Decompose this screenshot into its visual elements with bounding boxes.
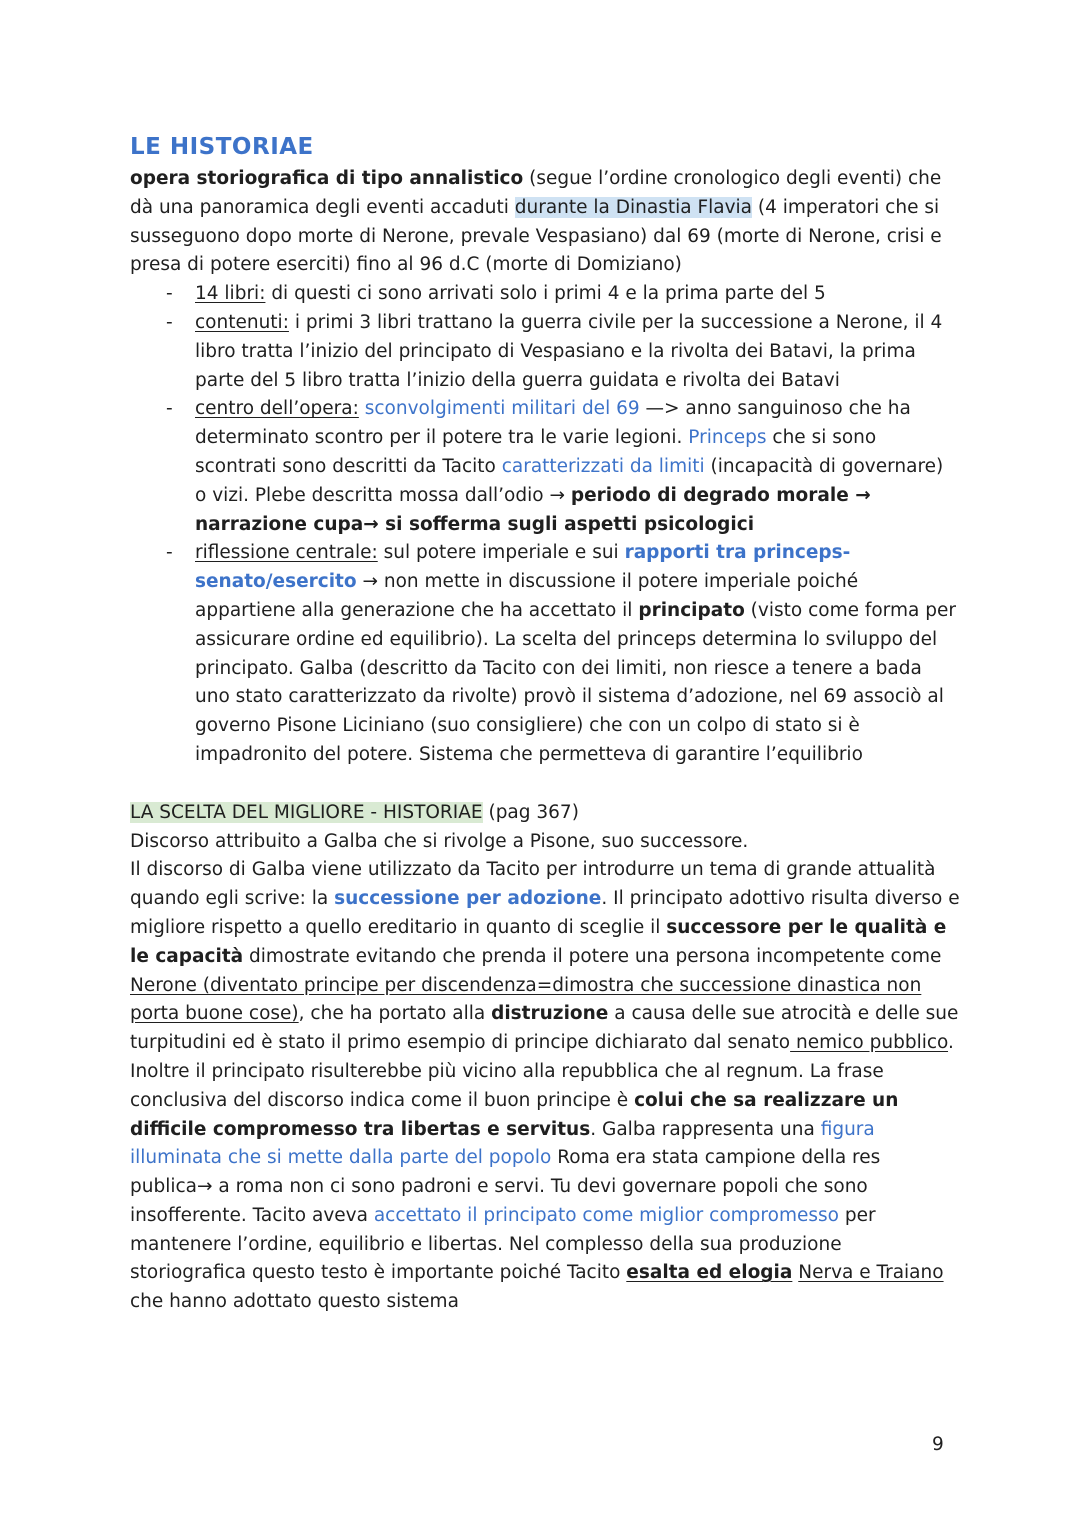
body-text: Roma era stata campione della res publica→ a roma non ci sono padroni e servi. Tu devi governare popoli che sono insofferente. Tacito aveva bbox=[130, 1147, 881, 1226]
list-item bbox=[130, 395, 960, 539]
bold-blue-text: rapporti tra princeps-senato/esercito bbox=[195, 542, 851, 593]
list-item bbox=[130, 539, 960, 769]
intro-text-2: (4 imperatori che si susseguono dopo morte di Nerone, prevale Vespasiano) dal 69 (morte di Nerone, crisi e presa di potere eserciti) fino al 96 d.C (morte di Domiziano) bbox=[130, 196, 942, 276]
blue-text: Princeps bbox=[688, 427, 767, 449]
bold-text: distruzione bbox=[491, 1003, 609, 1025]
bold-text: successore per le qualità e le capacità bbox=[130, 916, 947, 967]
intro-bold: opera storiografica di tipo annalistico bbox=[130, 168, 524, 189]
bullet-text: (visto come forma per assicurare ordine ed equilibrio). La scelta del princeps determina lo sviluppo del principato. Galba (descritto da Tacito con dei limiti, non riesce a tenere a bada uno stato caratterizzato da rivolte) provò il sistema d’adozione, nel 69 associò al governo Pisone Liciniano (suo consigliere) che con un colpo di stato si è impadronito del potere. Sistema che permetteva di garantire l’equilibrio bbox=[195, 599, 956, 765]
section2-line1: Discorso attribuito a Galba che si rivolge a Pisone, suo successore. bbox=[130, 830, 749, 852]
underlined-text: Nerva e Traiano bbox=[798, 1262, 944, 1284]
underlined-text: nemico pubblico bbox=[790, 1032, 949, 1054]
bold-blue-text: successione per adozione bbox=[334, 888, 602, 910]
body-text: , che ha portato alla bbox=[298, 1003, 492, 1025]
intro-highlight: durante la Dinastia Flavia bbox=[514, 196, 752, 218]
list-item bbox=[130, 309, 960, 395]
bullet-label: 14 libri: bbox=[195, 283, 266, 305]
document-page bbox=[130, 130, 960, 1317]
body-text: Il discorso di Galba viene utilizzato da Tacito per introdurre un tema di grande attualità quando egli scrive: la bbox=[130, 859, 936, 910]
bullet-label: centro dell’opera: bbox=[195, 398, 359, 420]
bullet-text: → non mette in discussione il potere imperiale poiché appartiene alla generazione che ha accettato il bbox=[195, 571, 859, 621]
bold-underlined-text: esalta ed elogia bbox=[626, 1262, 793, 1284]
body-text: per mantenere l’ordine, equilibrio e libertas. Nel complesso della sua produzione storiografica questo testo è importante poiché Tacito bbox=[130, 1204, 876, 1284]
blue-text: figura illuminata che si mette dalla parte del popolo bbox=[130, 1118, 875, 1169]
section-title: LE HISTORIAE bbox=[130, 134, 314, 160]
bullet-text: che si sono scontrati sono descritti da Tacito bbox=[195, 427, 877, 477]
body-text: . Galba rappresenta una bbox=[590, 1118, 821, 1140]
spacer bbox=[130, 770, 960, 799]
page-number: 9 bbox=[932, 1434, 944, 1455]
intro-text: (segue l’ordine cronologico degli eventi) che dà una panoramica degli eventi accaduti bbox=[130, 168, 942, 218]
body-text: . Il principato adottivo risulta diverso e migliore rispetto a quello ereditario in quanto di sceglie il bbox=[130, 888, 960, 938]
bullet-text: di questi ci sono arrivati solo i primi 4 e la prima parte del 5 bbox=[265, 283, 826, 305]
bullet-label: riflessione centrale: bbox=[195, 542, 378, 564]
section2-heading: LA SCELTA DEL MIGLIORE - HISTORIAE bbox=[130, 801, 483, 823]
bullet-text: (incapacità di governare) o vizi. Plebe descritta mossa dall’odio → bbox=[195, 455, 944, 506]
section2-body bbox=[130, 856, 960, 1317]
bold-text: colui che sa realizzare un difficile compromesso tra libertas e servitus bbox=[130, 1089, 899, 1140]
body-text: a causa delle sue atrocità e delle sue turpitudini ed è stato il primo esempio di principe dichiarato dal senato bbox=[130, 1003, 959, 1054]
bold-text: periodo di degrado morale → narrazione cupa→ si sofferma sugli aspetti psicologici bbox=[195, 484, 871, 535]
blue-text: sconvolgimenti militari del 69 bbox=[364, 398, 640, 420]
body-text: . Inoltre il principato risulterebbe più vicino alla repubblica che al regnum. La frase conclusiva del discorso indica come il buon principe è bbox=[130, 1032, 954, 1111]
list-item bbox=[130, 280, 960, 309]
bullet-list bbox=[130, 280, 960, 770]
body-text: dimostrate evitando che prenda il potere una persona incompetente come bbox=[243, 945, 942, 967]
intro-paragraph bbox=[130, 165, 960, 280]
bullet-text: sul potere imperiale e sui bbox=[377, 542, 625, 564]
section2-heading-line bbox=[130, 799, 960, 828]
bold-text: principato bbox=[638, 599, 745, 621]
page-reference: (pag 367) bbox=[482, 801, 579, 823]
bullet-text: i primi 3 libri trattano la guerra civile per la successione a Nerone, il 4 libro tratta l’inizio del principato di Vespasiano e la rivolta dei Batavi, la prima parte del 5 libro tratta l’inizio della guerra guidata e rivolta dei Batavi bbox=[195, 311, 943, 391]
blue-text: caratterizzati da limiti bbox=[501, 455, 705, 477]
body-text: che hanno adottato questo sistema bbox=[130, 1291, 459, 1313]
bullet-text: —> anno sanguinoso che ha determinato scontro per il potere tra le varie legioni. bbox=[195, 398, 911, 449]
underlined-text: Nerone (diventato principe per discendenza=dimostra che successione dinastica non porta buone cose) bbox=[130, 974, 922, 1025]
bullet-label: contenuti: bbox=[195, 311, 289, 333]
blue-text: accettato il principato come miglior compromesso bbox=[373, 1204, 839, 1226]
